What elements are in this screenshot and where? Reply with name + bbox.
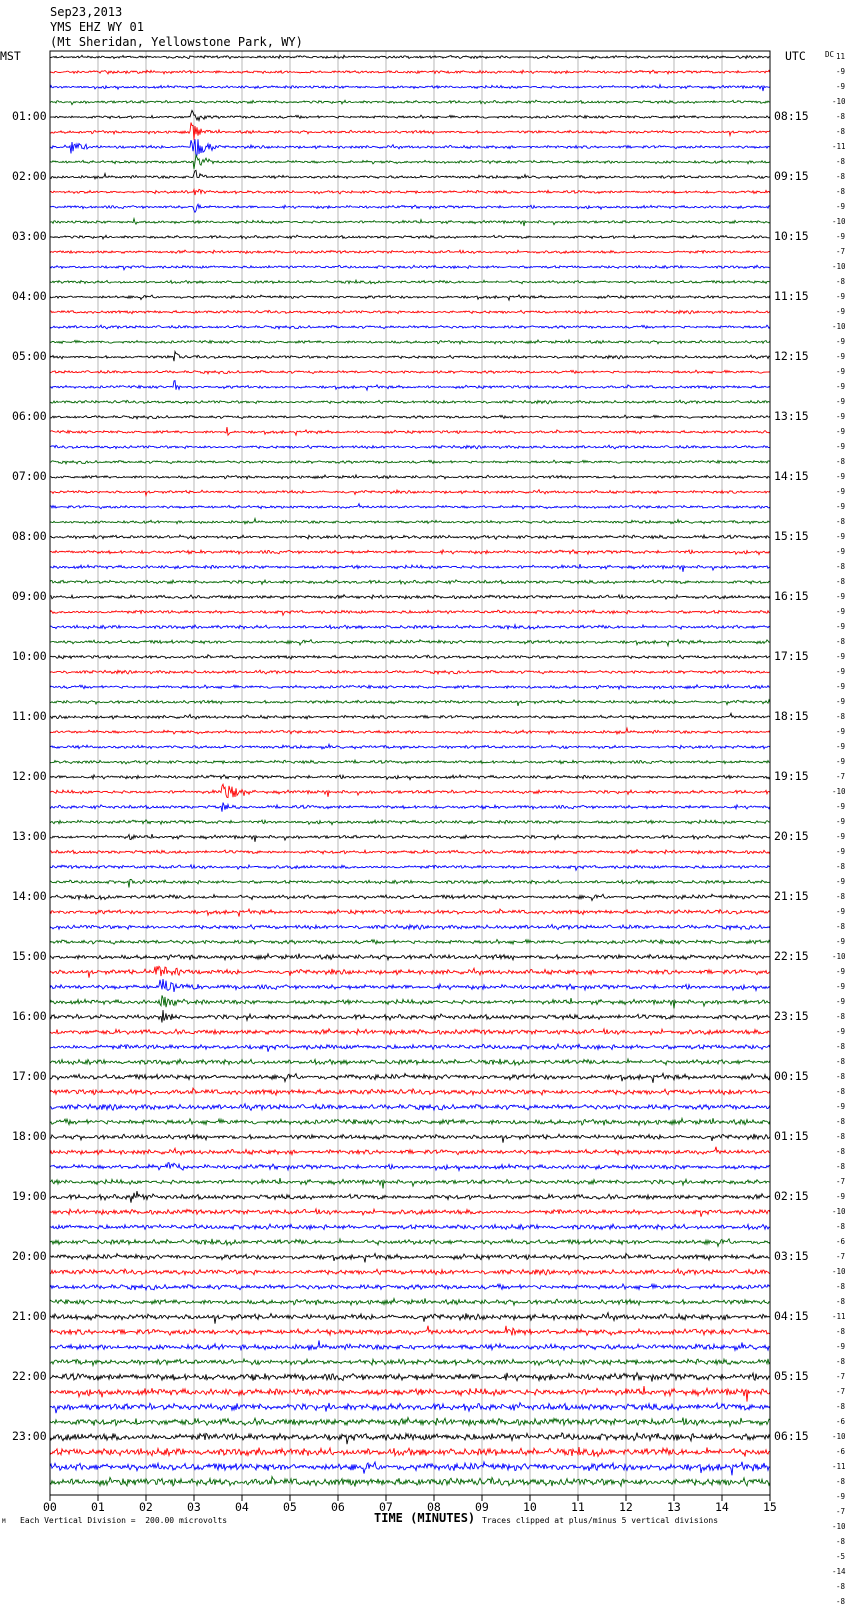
header-date: Sep23,2013 <box>50 5 123 19</box>
left-hour-label: 05:00 <box>12 349 47 363</box>
dc-offset-label: -9 <box>836 487 846 496</box>
left-hour-label: 15:00 <box>12 949 47 963</box>
trace-row <box>50 1373 770 1382</box>
left-hour-label: 10:00 <box>12 649 47 663</box>
dc-offset-label: -9 <box>836 622 846 631</box>
right-hour-label: 09:15 <box>774 169 809 183</box>
dc-offset-label: -7 <box>836 247 846 256</box>
right-hour-label: 18:15 <box>774 709 809 723</box>
trace-row <box>50 1010 770 1022</box>
right-hour-label: 04:15 <box>774 1309 809 1323</box>
left-hour-label: 12:00 <box>12 769 47 783</box>
dc-offset-label: -8 <box>836 1282 846 1291</box>
x-axis-ticks <box>50 1495 770 1501</box>
dc-offset-label: -9 <box>836 232 846 241</box>
dc-offset-label: -11 <box>832 1312 846 1321</box>
x-tick-label: 04 <box>235 1500 249 1514</box>
left-hour-label: 23:00 <box>12 1429 47 1443</box>
trace-row <box>50 1313 770 1324</box>
trace-row <box>50 564 770 572</box>
trace-row <box>50 834 770 842</box>
dc-offset-label: -9 <box>836 1102 846 1111</box>
dc-offset-label: -8 <box>836 1012 846 1021</box>
trace-row <box>50 909 770 916</box>
right-hour-label: 10:15 <box>774 229 809 243</box>
dc-offset-label: -9 <box>836 727 846 736</box>
dc-offset-label: -9 <box>836 412 846 421</box>
right-hour-label: 05:15 <box>774 1369 809 1383</box>
trace-row <box>50 460 770 464</box>
trace-row <box>50 504 770 509</box>
dc-offset-label: -7 <box>836 1177 846 1186</box>
x-tick-label: 07 <box>379 1500 393 1514</box>
trace-row <box>50 170 770 179</box>
dc-offset-label: -8 <box>836 712 846 721</box>
right-hour-label: 13:15 <box>774 409 809 423</box>
dc-offset-label: -9 <box>836 742 846 751</box>
trace-row <box>50 728 770 734</box>
trace-row <box>50 100 770 104</box>
trace-row <box>50 1418 770 1427</box>
x-tick-label: 12 <box>619 1500 633 1514</box>
dc-offset-label: -9 <box>836 607 846 616</box>
trace-row <box>50 123 770 140</box>
dc-offset-label: -9 <box>836 967 846 976</box>
dc-offset-label: -9 <box>836 697 846 706</box>
x-tick-label: 11 <box>571 1500 585 1514</box>
trace-rows <box>50 55 770 1486</box>
trace-row <box>50 744 770 749</box>
trace-row <box>50 1224 770 1229</box>
right-hour-label: 20:15 <box>774 829 809 843</box>
trace-row <box>50 110 770 120</box>
right-hour-label: 14:15 <box>774 469 809 483</box>
dc-offset-label: -9 <box>836 982 846 991</box>
dc-offset-label: -8 <box>836 1057 846 1066</box>
trace-row <box>50 580 770 584</box>
right-hour-label: 02:15 <box>774 1189 809 1203</box>
dc-offset-label: -9 <box>836 1342 846 1351</box>
dc-offset-label: -9 <box>836 382 846 391</box>
trace-row <box>50 1477 770 1487</box>
trace-row <box>50 894 770 900</box>
left-hour-label: 19:00 <box>12 1189 47 1203</box>
trace-row <box>50 1359 770 1366</box>
right-hour-label: 19:15 <box>774 769 809 783</box>
trace-row <box>50 250 770 254</box>
left-hour-label: 20:00 <box>12 1249 47 1263</box>
right-axis-title: UTC <box>785 49 806 63</box>
trace-row <box>50 155 770 169</box>
dc-offset-label: -10 <box>832 217 846 226</box>
trace-row <box>50 625 770 629</box>
dc-offset-label: -9 <box>836 532 846 541</box>
dc-offset-label: -9 <box>836 682 846 691</box>
right-hour-label: 22:15 <box>774 949 809 963</box>
dc-offset-label: -9 <box>836 847 846 856</box>
x-tick-label: 15 <box>763 1500 777 1514</box>
dc-offset-label: -9 <box>836 307 846 316</box>
trace-row <box>50 1104 770 1111</box>
dc-offset-label: -7 <box>836 1252 846 1261</box>
left-hour-label: 06:00 <box>12 409 47 423</box>
trace-row <box>50 1433 770 1445</box>
dc-offset-label: -8 <box>836 1402 846 1411</box>
dc-offset-label: 11 <box>836 52 846 61</box>
trace-row <box>50 820 770 825</box>
left-hour-label: 21:00 <box>12 1309 47 1323</box>
trace-row <box>50 490 770 496</box>
left-hour-label: 07:00 <box>12 469 47 483</box>
left-hour-label: 04:00 <box>12 289 47 303</box>
trace-row <box>50 1340 770 1350</box>
trace-row <box>50 1044 770 1052</box>
x-tick-label: 10 <box>523 1500 537 1514</box>
trace-row <box>50 940 770 945</box>
right-hour-label: 15:15 <box>774 529 809 543</box>
trace-row <box>50 1447 770 1457</box>
dc-offset-label: -9 <box>836 652 846 661</box>
dc-offset-label: -8 <box>836 637 846 646</box>
dc-offset-label: -8 <box>836 1297 846 1306</box>
trace-row <box>50 865 770 871</box>
dc-offset-label: -8 <box>836 1087 846 1096</box>
dc-offset-label: -8 <box>836 577 846 586</box>
dc-offset-label: -9 <box>836 907 846 916</box>
dc-offset-label: -10 <box>832 1432 846 1441</box>
trace-row <box>50 610 770 615</box>
trace-row <box>50 280 770 284</box>
trace-row <box>50 519 770 524</box>
dc-offset-label: -9 <box>836 1027 846 1036</box>
dc-offset-label: -11 <box>832 142 846 151</box>
trace-row <box>50 1134 770 1143</box>
dc-offset-label: -9 <box>836 82 846 91</box>
trace-row <box>50 415 770 419</box>
x-tick-label: 08 <box>427 1500 441 1514</box>
trace-row <box>50 310 770 314</box>
dc-offset-label: -9 <box>836 937 846 946</box>
trace-row <box>50 1059 770 1065</box>
trace-row <box>50 85 770 91</box>
dc-offset-label: -8 <box>836 1147 846 1156</box>
right-hour-label: 23:15 <box>774 1009 809 1023</box>
trace-row <box>50 1147 770 1155</box>
trace-row <box>50 1209 770 1217</box>
clip-note: Traces clipped at plus/minus 5 vertical divisions <box>482 1516 719 1525</box>
dc-offset-label: -9 <box>836 397 846 406</box>
left-hour-label: 18:00 <box>12 1129 47 1143</box>
dc-offset-label: -10 <box>832 1207 846 1216</box>
right-hour-label: 21:15 <box>774 889 809 903</box>
dc-offset-label: -9 <box>836 1192 846 1201</box>
dc-offset-label: -8 <box>836 1537 846 1546</box>
trace-row <box>50 1178 770 1188</box>
dc-offset-label: -8 <box>836 562 846 571</box>
trace-row <box>50 427 770 435</box>
trace-row <box>50 381 770 391</box>
trace-row <box>50 685 770 689</box>
trace-row <box>50 219 770 226</box>
trace-row <box>50 204 770 212</box>
trace-row <box>50 55 770 59</box>
dc-offset-label: -10 <box>832 787 846 796</box>
trace-row <box>50 295 770 300</box>
trace-row <box>50 265 770 270</box>
trace-row <box>50 1326 770 1336</box>
right-hour-label: 12:15 <box>774 349 809 363</box>
right-hour-label: 16:15 <box>774 589 809 603</box>
left-hour-label: 11:00 <box>12 709 47 723</box>
dc-offset-label: -5 <box>836 1552 846 1561</box>
left-axis-title: MST <box>0 49 21 63</box>
left-hour-label: 14:00 <box>12 889 47 903</box>
dc-offset-label: -10 <box>832 322 846 331</box>
dc-offset-label: -9 <box>836 547 846 556</box>
x-tick-label: 13 <box>667 1500 681 1514</box>
dc-offset-label: -9 <box>836 442 846 451</box>
dc-offset-label: -8 <box>836 517 846 526</box>
dc-offset-label: -6 <box>836 1237 846 1246</box>
trace-row <box>50 535 770 539</box>
corner-mark: M <box>2 1518 6 1525</box>
trace-row <box>50 760 770 764</box>
x-tick-label: 05 <box>283 1500 297 1514</box>
right-hour-label: 00:15 <box>774 1069 809 1083</box>
trace-row <box>50 966 770 978</box>
trace-row <box>50 445 770 449</box>
right-hour-label: 11:15 <box>774 289 809 303</box>
trace-row <box>50 595 770 599</box>
dc-offset-label: -9 <box>836 592 846 601</box>
x-tick-label: 00 <box>43 1500 57 1514</box>
left-hour-label: 22:00 <box>12 1369 47 1383</box>
trace-row <box>50 655 770 659</box>
dc-offset-label: -14 <box>832 1567 846 1576</box>
left-hour-label: 17:00 <box>12 1069 47 1083</box>
dc-offset-label: -9 <box>836 292 846 301</box>
trace-row <box>50 340 770 344</box>
dc-offset-label: -9 <box>836 832 846 841</box>
dc-offset-label: -9 <box>836 352 846 361</box>
left-hour-label: 03:00 <box>12 229 47 243</box>
left-hour-label: 13:00 <box>12 829 47 843</box>
dc-offset-label: -8 <box>836 862 846 871</box>
trace-row <box>50 1239 770 1247</box>
trace-row <box>50 995 770 1008</box>
dc-offset-label: -10 <box>832 952 846 961</box>
left-hour-label: 09:00 <box>12 589 47 603</box>
dc-offset-label: -8 <box>836 1327 846 1336</box>
dc-offset-label: -7 <box>836 1507 846 1516</box>
trace-row <box>50 189 770 195</box>
dc-offset-label: -8 <box>836 112 846 121</box>
x-axis-title: TIME (MINUTES) <box>374 1511 476 1525</box>
right-hour-label: 03:15 <box>774 1249 809 1263</box>
trace-row <box>50 1284 770 1290</box>
dc-offset-label: -6 <box>836 1417 846 1426</box>
trace-row <box>50 925 770 930</box>
x-tick-label: 06 <box>331 1500 345 1514</box>
dc-offset-label: -7 <box>836 1387 846 1396</box>
x-tick-label: 03 <box>187 1500 201 1514</box>
trace-row <box>50 850 770 854</box>
dc-offset-label: -9 <box>836 817 846 826</box>
trace-row <box>50 1269 770 1275</box>
dc-offset-label: -8 <box>836 157 846 166</box>
dc-offset-label: -9 <box>836 802 846 811</box>
trace-row <box>50 803 770 812</box>
dc-offset-label: -8 <box>836 1477 846 1486</box>
dc-offset-label: -8 <box>836 922 846 931</box>
dc-offset-label: -8 <box>836 457 846 466</box>
trace-row <box>50 1088 770 1095</box>
trace-row <box>50 1403 770 1414</box>
dc-offset-label: -6 <box>836 1447 846 1456</box>
dc-offset-label: -11 <box>832 1462 846 1471</box>
dc-offset-label: -9 <box>836 472 846 481</box>
scale-note: Each Vertical Division = 200.00 microvolts <box>20 1516 228 1525</box>
dc-offset-label: -8 <box>836 1582 846 1591</box>
trace-row <box>50 70 770 74</box>
right-hour-label: 06:15 <box>774 1429 809 1443</box>
trace-row <box>50 979 770 992</box>
dc-offset-label: -8 <box>836 1042 846 1051</box>
left-hour-label: 08:00 <box>12 529 47 543</box>
dc-offset-label: -8 <box>836 1597 846 1606</box>
trace-row <box>50 1298 770 1305</box>
dc-offset-label: -8 <box>836 892 846 901</box>
dc-offset-label: -10 <box>832 262 846 271</box>
trace-row <box>50 1191 770 1203</box>
dc-offset-label: -9 <box>836 502 846 511</box>
dc-offset-label: -9 <box>836 67 846 76</box>
trace-row <box>50 1029 770 1035</box>
right-hour-label: 01:15 <box>774 1129 809 1143</box>
left-hour-label: 16:00 <box>12 1009 47 1023</box>
header-location: (Mt Sheridan, Yellowstone Park, WY) <box>50 35 303 49</box>
trace-row <box>50 1118 770 1125</box>
trace-row <box>50 879 770 887</box>
dc-offset-label: -8 <box>836 1222 846 1231</box>
header-station: YMS EHZ WY 01 <box>50 20 144 34</box>
trace-row <box>50 139 770 157</box>
trace-row <box>50 1253 770 1262</box>
trace-row <box>50 670 770 674</box>
trace-row <box>50 1386 770 1402</box>
dc-offset-label: -8 <box>836 1132 846 1141</box>
trace-row <box>50 1073 770 1083</box>
trace-row <box>50 325 770 329</box>
dc-offset-label: -9 <box>836 202 846 211</box>
trace-row <box>50 954 770 960</box>
right-hour-label: 08:15 <box>774 109 809 123</box>
x-tick-label: 09 <box>475 1500 489 1514</box>
x-tick-label: 14 <box>715 1500 729 1514</box>
left-hour-label: 02:00 <box>12 169 47 183</box>
dc-offset-label: -10 <box>832 97 846 106</box>
trace-row <box>50 352 770 362</box>
dc-offset-label: -8 <box>836 187 846 196</box>
trace-row <box>50 640 770 646</box>
dc-offset-label: -9 <box>836 367 846 376</box>
dc-offset-label: -9 <box>836 667 846 676</box>
dc-offset-label: -8 <box>836 277 846 286</box>
trace-row <box>50 700 770 706</box>
dc-offset-label: -8 <box>836 127 846 136</box>
dc-offset-label: -8 <box>836 1117 846 1126</box>
x-tick-label: 02 <box>139 1500 153 1514</box>
trace-row <box>50 784 770 797</box>
dc-offset-label: -9 <box>836 877 846 886</box>
right-hour-label: 17:15 <box>774 649 809 663</box>
dc-offset-label: -7 <box>836 1372 846 1381</box>
trace-row <box>50 713 770 719</box>
dc-title: DC <box>825 50 835 59</box>
trace-row <box>50 370 770 374</box>
dc-offset-label: -9 <box>836 997 846 1006</box>
dc-offset-label: -9 <box>836 337 846 346</box>
trace-row <box>50 400 770 404</box>
dc-offset-label: -9 <box>836 1492 846 1501</box>
trace-row <box>50 775 770 780</box>
trace-row <box>50 1462 770 1476</box>
dc-offset-label: -8 <box>836 1072 846 1081</box>
trace-row <box>50 475 770 479</box>
left-hour-label: 01:00 <box>12 109 47 123</box>
dc-offset-label: -9 <box>836 427 846 436</box>
trace-row <box>50 235 770 239</box>
x-tick-label: 01 <box>91 1500 105 1514</box>
dc-offset-label: -10 <box>832 1267 846 1276</box>
dc-offset-label: -8 <box>836 1162 846 1171</box>
dc-offset-label: -7 <box>836 772 846 781</box>
dc-offset-label: -9 <box>836 757 846 766</box>
trace-row <box>50 550 770 555</box>
dc-offset-label: -10 <box>832 1522 846 1531</box>
dc-offset-label: -8 <box>836 172 846 181</box>
dc-offset-label: -8 <box>836 1357 846 1366</box>
trace-row <box>50 1163 770 1171</box>
